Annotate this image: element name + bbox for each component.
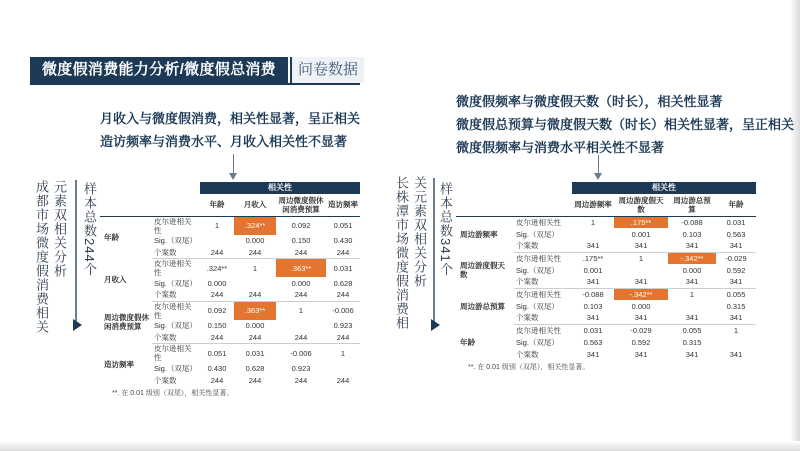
table-cell: 341	[685, 349, 699, 359]
table-cell: 341	[586, 349, 600, 359]
row-group-label: 周边游频率	[460, 229, 498, 239]
table-cell: -0.088	[582, 289, 604, 299]
left-findings	[100, 107, 360, 153]
right-correlation-table	[456, 182, 756, 372]
table-cell: 244	[276, 289, 326, 301]
left-side-title-line1: 元素双相关分析	[52, 180, 67, 278]
table-cell: 341	[668, 312, 716, 324]
table-cell: 0.430	[333, 236, 353, 245]
table-cell: 1	[214, 221, 220, 230]
row-stat-label: 皮尔逊相关性	[516, 217, 561, 227]
table-cell: 0.092	[291, 221, 311, 230]
row-stat-label: Sig.（双尾）	[516, 301, 559, 311]
table-cell: 0.103	[682, 229, 702, 239]
row-stat-label: Sig.（双尾）	[154, 278, 197, 288]
table-cell: 0.055	[726, 289, 746, 299]
table-cell: 244	[326, 332, 360, 344]
table-cell: 1	[638, 253, 644, 263]
column-header: 周边微度假休闲消费预算	[276, 194, 326, 216]
table-cell: 0.031	[333, 263, 353, 273]
row-stat-label: 个案数	[154, 375, 177, 385]
row-stat-label: 皮尔逊相关性	[154, 344, 192, 362]
right-triangle-icon	[431, 319, 440, 331]
table-cell: 244	[276, 332, 326, 344]
table-cell: 0.031	[245, 348, 265, 358]
right-divider-line	[433, 178, 435, 325]
row-group-label: 造访频率	[104, 360, 134, 370]
table-caption: 相关性	[200, 182, 360, 194]
table-cell: 0.923	[291, 363, 311, 373]
table-blank	[514, 182, 572, 194]
row-stat-label: 皮尔逊相关性	[154, 216, 192, 235]
table-cell: 0.563	[583, 337, 603, 347]
column-header	[514, 194, 572, 216]
table-cell: 341	[729, 349, 743, 359]
table-cell: 1	[590, 217, 596, 227]
table-cell: .324**	[234, 216, 276, 235]
table-cell: 0.628	[245, 363, 265, 373]
column-header	[100, 194, 152, 216]
table-cell: 244	[200, 289, 234, 301]
table-cell: 1	[689, 289, 695, 299]
right-finding-2: 微度假总预算与微度假天数（时长）相关性显著，呈正相关	[456, 117, 795, 132]
row-stat-label: 皮尔逊相关性	[154, 259, 192, 277]
column-header: 周边游度假天数	[614, 194, 668, 216]
table-cell: 0.592	[726, 265, 746, 275]
table-cell	[276, 320, 326, 332]
table-cell: 0.000	[245, 236, 265, 245]
table-cell: 341	[716, 312, 756, 324]
table-cell: 244	[326, 247, 360, 259]
table-footnote: **. 在 0.01 级别（双尾），相关性显著。	[112, 390, 234, 397]
table-cell: 1	[252, 263, 258, 273]
table-cell	[200, 235, 234, 247]
row-stat-label: Sig.（双尾）	[154, 363, 197, 373]
table-cell: .324**	[206, 263, 228, 273]
left-finding-1: 月收入与微度假消费，相关性显著，呈正相关	[100, 111, 361, 126]
left-down-arrow	[233, 154, 234, 174]
row-group-label: 周边游总预算	[460, 301, 505, 311]
column-header: 周边游频率	[572, 194, 614, 216]
table-cell: 341	[614, 276, 668, 288]
table-cell: .363**	[276, 259, 326, 278]
table-cell	[234, 277, 276, 289]
page-shadow-bottom	[0, 441, 800, 451]
table-cell: 0.051	[207, 348, 227, 358]
table-cell: -0.006	[290, 348, 312, 358]
table-cell: 341	[572, 240, 614, 252]
table-cell: 0.001	[583, 265, 603, 275]
row-group-label: 周边微度假休闲消费预算	[104, 313, 149, 332]
column-header: 周边游总预算	[668, 194, 716, 216]
table-cell: 341	[614, 240, 668, 252]
table-cell: 341	[572, 312, 614, 324]
row-group-label: 月收入	[104, 275, 127, 285]
row-stat-label: Sig.（双尾）	[516, 337, 559, 347]
table-cell: 0.055	[682, 325, 702, 335]
table-cell: .175**	[582, 253, 604, 263]
table-cell: 244	[210, 375, 224, 385]
table-cell: 1	[733, 325, 739, 335]
left-sample-size: 样本总数244个	[82, 182, 97, 277]
table-cell: 0.001	[631, 229, 651, 239]
table-cell: -0.006	[332, 306, 354, 315]
table-cell: 244	[234, 332, 276, 344]
table-cell: 0.092	[207, 306, 227, 315]
table-cell: 244	[200, 332, 234, 344]
table-cell: 244	[336, 375, 350, 385]
row-stat-label: 个案数	[152, 332, 200, 344]
table-cell	[572, 228, 614, 240]
table-cell: 244	[200, 247, 234, 259]
page-shadow-right	[790, 0, 800, 451]
column-header: 造访频率	[326, 194, 360, 216]
row-stat-label: Sig.（双尾）	[516, 229, 559, 239]
right-side-title-line1: 关元素双相关分析	[412, 176, 427, 288]
table-cell: 341	[614, 312, 668, 324]
table-cell: 0.923	[333, 321, 353, 330]
table-cell: 244	[326, 289, 360, 301]
row-stat-label: Sig.（双尾）	[516, 265, 559, 275]
table-cell: 0.031	[583, 325, 603, 335]
table-cell: 0.103	[583, 301, 603, 311]
table-blank	[100, 182, 152, 194]
row-stat-label: 个案数	[152, 247, 200, 259]
table-cell: 0.430	[207, 363, 227, 373]
left-correlation-table	[100, 182, 360, 398]
row-stat-label: 个案数	[152, 289, 200, 301]
table-cell: 341	[634, 349, 648, 359]
table-cell: 341	[716, 240, 756, 252]
table-cell: 0.315	[682, 337, 702, 347]
table-blank	[152, 182, 200, 194]
table-cell: 341	[668, 276, 716, 288]
table-cell: 0.592	[631, 337, 651, 347]
row-stat-label: Sig.（双尾）	[154, 236, 197, 245]
row-group-label: 年龄	[104, 233, 119, 242]
left-triangle-icon	[73, 319, 82, 331]
table-cell: .363**	[234, 301, 276, 320]
table-footnote: **. 在 0.01 级别（双尾），相关性显著。	[468, 364, 590, 371]
table-blank	[456, 182, 514, 194]
table-cell	[614, 264, 668, 276]
table-cell: 244	[234, 247, 276, 259]
right-sample-size: 样本总数341个	[438, 182, 453, 277]
table-cell: 0.150	[207, 321, 227, 330]
table-cell: 244	[294, 375, 308, 385]
row-group-label: 周边游度假天数	[460, 261, 505, 279]
row-stat-label: 皮尔逊相关性	[154, 301, 192, 320]
table-cell: 341	[668, 240, 716, 252]
table-cell: 244	[234, 289, 276, 301]
table-cell: -0.029	[725, 253, 747, 263]
table-cell: -0.029	[630, 325, 652, 335]
row-stat-label: 个案数	[514, 312, 572, 324]
table-cell: 0.315	[726, 301, 746, 311]
right-down-arrow	[598, 155, 599, 174]
table-cell: 0.563	[726, 229, 746, 239]
table-cell: 0.628	[333, 278, 353, 288]
row-stat-label: Sig.（双尾）	[154, 321, 197, 330]
table-cell: 244	[248, 375, 262, 385]
table-cell	[716, 336, 756, 348]
row-stat-label: 皮尔逊相关性	[516, 325, 561, 335]
column-header: 年龄	[716, 194, 756, 216]
row-stat-label: 个案数	[514, 276, 572, 288]
table-cell: 0.000	[207, 278, 227, 288]
row-group-label: 年龄	[460, 337, 475, 347]
table-cell: 0.031	[726, 217, 746, 227]
column-header	[456, 194, 514, 216]
table-cell: 1	[340, 348, 346, 358]
section-subtitle: 问卷数据	[290, 57, 364, 83]
table-cell: 244	[276, 247, 326, 259]
right-finding-1: 微度假频率与微度假天数（时长），相关性显著	[456, 94, 723, 109]
table-cell: -0.088	[681, 217, 703, 227]
column-header: 年龄	[200, 194, 234, 216]
table-cell: 0.051	[333, 221, 353, 230]
row-stat-label: 个案数	[516, 349, 539, 359]
table-cell: 1	[298, 306, 304, 315]
row-stat-label: 皮尔逊相关性	[516, 253, 561, 263]
left-side-title-line2: 成都市场微度假消费相关	[34, 180, 49, 334]
table-cell: .175**	[614, 216, 668, 228]
table-caption: 相关性	[572, 182, 756, 194]
table-cell	[326, 362, 360, 374]
section-title: 微度假消费能力分析/微度假总消费	[30, 57, 288, 83]
table-cell	[668, 300, 716, 312]
title-underline	[30, 83, 360, 85]
left-finding-2: 造访频率与消费水平、月收入相关性不显著	[100, 134, 348, 149]
table-cell: 0.000	[291, 278, 311, 288]
left-divider-line	[75, 180, 77, 325]
column-header: 月收入	[234, 194, 276, 216]
table-cell: -.342**	[668, 252, 716, 264]
row-stat-label: 皮尔逊相关性	[516, 289, 561, 299]
table-cell: 341	[716, 276, 756, 288]
table-cell: 341	[572, 276, 614, 288]
table-cell: 0.150	[291, 236, 311, 245]
table-cell: 0.000	[631, 301, 651, 311]
row-stat-label: 个案数	[514, 240, 572, 252]
right-findings	[456, 90, 794, 159]
table-cell: 0.000	[245, 321, 265, 330]
column-header	[152, 194, 200, 216]
right-finding-3: 微度假频率与消费水平相关性不显著	[456, 140, 665, 155]
table-cell: 0.000	[682, 265, 702, 275]
right-side-title-line2: 长株潭市场微度假消费相	[394, 176, 409, 330]
table-cell: -.342**	[614, 288, 668, 300]
